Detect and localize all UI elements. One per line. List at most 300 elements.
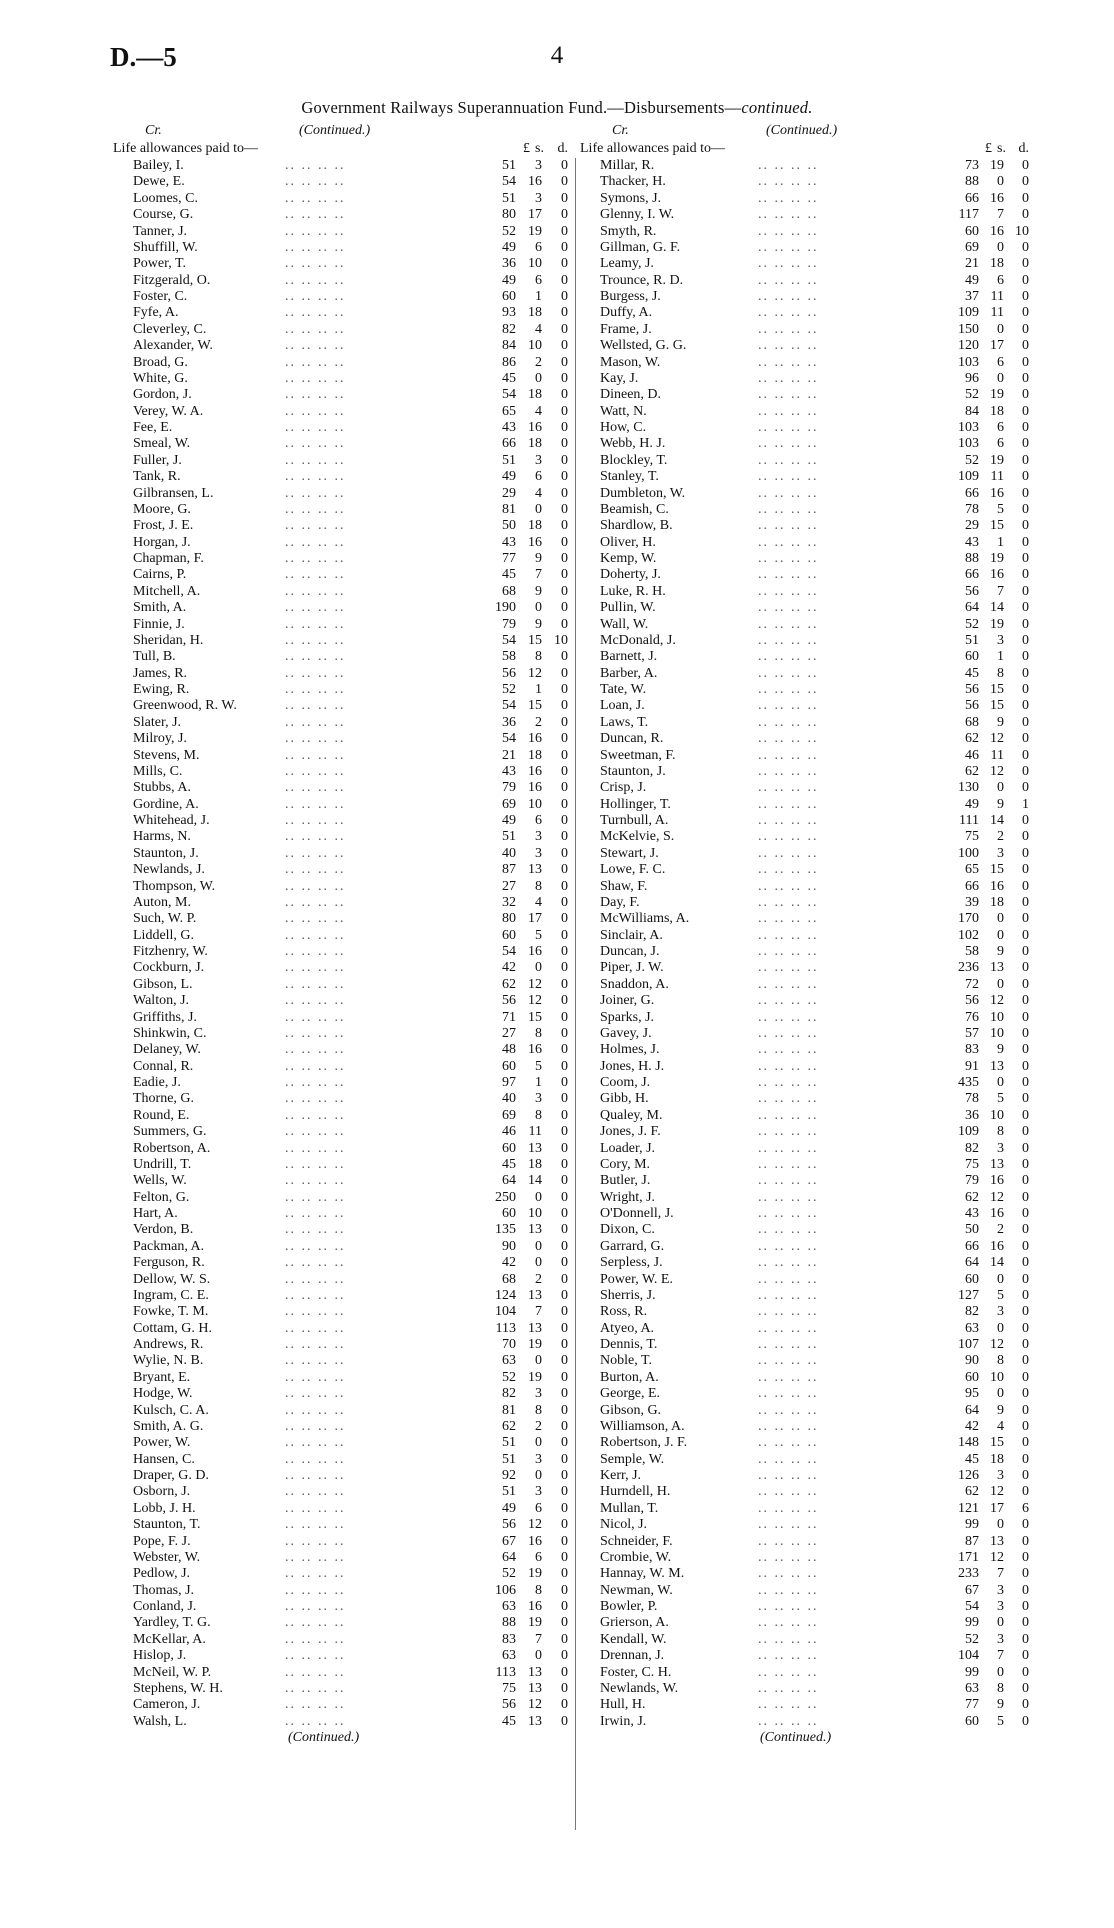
amount-pence: 0 <box>1022 1337 1029 1352</box>
payee-name: Thompson, W. <box>133 878 216 894</box>
amount-pounds: 88 <box>502 1615 516 1631</box>
amount-pounds: 103 <box>958 420 979 435</box>
amount-pence: 0 <box>561 1615 568 1631</box>
amount-pounds: 113 <box>495 1664 516 1680</box>
leader-dots: .. .. .. .. <box>285 993 346 1009</box>
amount-shillings: 3 <box>997 1468 1004 1483</box>
payee-name: Gordine, A. <box>133 796 199 812</box>
amount-pence: 0 <box>1022 354 1029 370</box>
amount-pounds: 78 <box>965 1091 979 1107</box>
amount-pence: 0 <box>1022 1680 1029 1696</box>
payee-name: Harms, N. <box>133 829 191 845</box>
amount-shillings: 12 <box>990 993 1004 1009</box>
table-row <box>580 1042 1050 1058</box>
table-row <box>113 1337 573 1353</box>
leader-dots: .. .. .. .. <box>758 1271 819 1287</box>
payee-name: Round, E. <box>133 1107 190 1123</box>
amount-pounds: 64 <box>965 600 979 616</box>
payee-name: Staunton, J. <box>600 763 666 779</box>
amount-pence: 0 <box>561 1075 568 1090</box>
amount-pounds: 87 <box>502 862 516 878</box>
payee-name: Dineen, D. <box>600 387 662 403</box>
leader-dots: .. .. .. .. <box>758 1664 819 1680</box>
amount-shillings: 12 <box>528 665 542 681</box>
table-row <box>113 551 573 567</box>
amount-pounds: 102 <box>958 927 979 943</box>
amount-shillings: 0 <box>997 321 1004 337</box>
amount-shillings: 12 <box>990 731 1004 747</box>
payee-name: Power, T. <box>133 256 186 272</box>
payee-name: Burton, A. <box>600 1369 659 1385</box>
leader-dots: .. .. .. .. <box>758 534 819 550</box>
title-main: Government Railways Superannuation Fund.—Disbursements— <box>301 98 742 117</box>
amount-pounds: 60 <box>965 649 979 665</box>
amount-pence: 0 <box>561 469 568 485</box>
amount-pence: 0 <box>561 1107 568 1123</box>
amount-pence: 0 <box>561 616 568 632</box>
amount-pounds: 43 <box>965 534 979 550</box>
amount-shillings: 0 <box>997 174 1004 190</box>
amount-pounds: 87 <box>965 1533 979 1549</box>
leader-dots: .. .. .. .. <box>285 763 346 779</box>
amount-pence: 0 <box>1022 1058 1029 1074</box>
amount-shillings: 13 <box>990 1533 1004 1549</box>
table-row <box>580 338 1050 354</box>
leader-dots: .. .. .. .. <box>758 1402 819 1418</box>
leader-dots: .. .. .. .. <box>285 207 346 223</box>
amount-pence: 0 <box>561 1009 568 1025</box>
table-row <box>113 1632 573 1648</box>
amount-pence: 0 <box>1022 698 1029 714</box>
table-row <box>113 1026 573 1042</box>
amount-pounds: 56 <box>965 698 979 714</box>
amount-shillings: 17 <box>528 911 542 927</box>
leader-dots: .. .. .. .. <box>285 436 346 452</box>
table-row <box>113 436 573 452</box>
amount-pounds: 56 <box>502 993 516 1009</box>
amount-shillings: 1 <box>997 649 1004 665</box>
leader-dots: .. .. .. .. <box>285 1533 346 1549</box>
amount-pounds: 60 <box>502 1206 516 1221</box>
amount-shillings: 5 <box>997 1713 1004 1729</box>
amount-pounds: 62 <box>965 731 979 747</box>
column-footer <box>113 1730 573 1748</box>
leader-dots: .. .. .. .. <box>285 894 346 910</box>
payee-name: Hodge, W. <box>133 1386 193 1402</box>
payee-name: Pope, F. J. <box>133 1533 191 1549</box>
amount-shillings: 7 <box>535 567 542 583</box>
table-row <box>113 797 573 813</box>
amount-pence: 0 <box>561 862 568 878</box>
amount-shillings: 9 <box>997 714 1004 730</box>
amount-pounds: 45 <box>965 1451 979 1467</box>
payee-name: Cairns, P. <box>133 567 187 583</box>
leader-dots: .. .. .. .. <box>758 1468 819 1483</box>
table-row <box>580 1534 1050 1550</box>
leader-dots: .. .. .. .. <box>758 436 819 452</box>
leader-dots: .. .. .. .. <box>758 1599 819 1614</box>
table-row <box>113 1484 573 1500</box>
amount-pounds: 45 <box>502 1713 516 1729</box>
amount-shillings: 1 <box>535 1075 542 1090</box>
table-row <box>113 224 573 240</box>
amount-pounds: 83 <box>502 1631 516 1647</box>
table-row <box>113 1501 573 1517</box>
payee-name: Stubbs, A. <box>133 780 191 796</box>
amount-shillings: 0 <box>535 600 542 616</box>
amount-shillings: 13 <box>528 1140 542 1156</box>
amount-shillings: 18 <box>990 256 1004 272</box>
table-row <box>580 535 1050 551</box>
table-row <box>113 1255 573 1271</box>
amount-pounds: 52 <box>502 1566 516 1582</box>
amount-pounds: 250 <box>495 1189 516 1205</box>
table-row <box>113 1091 573 1107</box>
amount-pounds: 64 <box>965 1255 979 1271</box>
unit-pounds: £ <box>523 141 530 156</box>
amount-shillings: 10 <box>990 1107 1004 1123</box>
amount-shillings: 6 <box>535 813 542 828</box>
payee-name: Milroy, J. <box>133 731 187 747</box>
leader-dots: .. .. .. .. <box>285 632 346 648</box>
amount-pounds: 84 <box>965 403 979 419</box>
amount-pounds: 56 <box>502 665 516 681</box>
amount-shillings: 12 <box>528 1697 542 1713</box>
table-row <box>113 535 573 551</box>
leader-dots: .. .. .. .. <box>758 1042 819 1058</box>
table-row <box>580 453 1050 469</box>
table-row <box>113 1010 573 1026</box>
leader-dots: .. .. .. .. <box>758 1648 819 1664</box>
table-row <box>113 633 573 649</box>
amount-pence: 0 <box>1022 780 1029 796</box>
table-row <box>113 338 573 354</box>
payee-name: Greenwood, R. W. <box>133 698 237 714</box>
leader-dots: .. .. .. .. <box>758 829 819 845</box>
table-row <box>580 1665 1050 1681</box>
leader-dots: .. .. .. .. <box>758 1631 819 1647</box>
amount-pounds: 51 <box>502 1484 516 1500</box>
amount-pence: 0 <box>1022 190 1029 206</box>
amount-pounds: 54 <box>502 698 516 714</box>
amount-pounds: 92 <box>502 1468 516 1483</box>
table-row <box>113 715 573 731</box>
leader-dots: .. .. .. .. <box>285 1304 346 1320</box>
payee-name: Eadie, J. <box>133 1075 181 1090</box>
amount-pence: 0 <box>561 239 568 255</box>
payee-name: Fuller, J. <box>133 452 182 468</box>
amount-pounds: 45 <box>502 1156 516 1172</box>
table-row <box>580 813 1050 829</box>
leader-dots: .. .. .. .. <box>758 763 819 779</box>
payee-name: Tank, R. <box>133 469 181 485</box>
amount-pounds: 39 <box>965 894 979 910</box>
leader-dots: .. .. .. .. <box>285 223 346 239</box>
payee-name: Dennis, T. <box>600 1337 658 1352</box>
payee-name: Loomes, C. <box>133 190 198 206</box>
payee-name: Felton, G. <box>133 1189 190 1205</box>
table-row <box>580 289 1050 305</box>
payee-name: Sweetman, F. <box>600 747 676 763</box>
table-row <box>580 158 1050 174</box>
payee-name: Grierson, A. <box>600 1615 669 1631</box>
amount-pence: 0 <box>561 174 568 190</box>
leader-dots: .. .. .. .. <box>285 501 346 517</box>
amount-shillings: 4 <box>535 485 542 501</box>
amount-shillings: 0 <box>535 1189 542 1205</box>
leader-dots: .. .. .. .. <box>285 305 346 321</box>
payee-name: McKelvie, S. <box>600 829 675 845</box>
amount-pence: 0 <box>1022 763 1029 779</box>
amount-pounds: 51 <box>502 452 516 468</box>
amount-pounds: 36 <box>965 1107 979 1123</box>
table-row <box>580 1403 1050 1419</box>
payee-name: Watt, N. <box>600 403 647 419</box>
table-row <box>580 698 1050 714</box>
amount-shillings: 4 <box>535 321 542 337</box>
amount-pounds: 51 <box>502 829 516 845</box>
payee-name: Undrill, T. <box>133 1156 192 1172</box>
amount-pounds: 84 <box>502 338 516 354</box>
amount-pounds: 60 <box>502 289 516 304</box>
amount-pence: 0 <box>561 1173 568 1189</box>
amount-shillings: 5 <box>997 1091 1004 1107</box>
amount-pounds: 56 <box>965 583 979 599</box>
amount-shillings: 0 <box>997 239 1004 255</box>
leader-dots: .. .. .. .. <box>758 1238 819 1254</box>
leader-dots: .. .. .. .. <box>285 1582 346 1598</box>
amount-pounds: 236 <box>958 960 979 976</box>
amount-shillings: 6 <box>535 239 542 255</box>
amount-shillings: 8 <box>997 1680 1004 1696</box>
amount-shillings: 13 <box>990 1156 1004 1172</box>
payee-name: Newlands, J. <box>133 862 205 878</box>
amount-shillings: 3 <box>997 1599 1004 1614</box>
amount-pence: 0 <box>561 1549 568 1565</box>
amount-pounds: 69 <box>502 796 516 812</box>
amount-pence: 0 <box>561 960 568 976</box>
table-row <box>113 584 573 600</box>
amount-pence: 0 <box>1022 239 1029 255</box>
amount-pence: 0 <box>561 1304 568 1320</box>
amount-pence: 0 <box>1022 1582 1029 1598</box>
table-row <box>113 1075 573 1091</box>
amount-pounds: 54 <box>502 387 516 403</box>
amount-shillings: 0 <box>997 927 1004 943</box>
amount-pounds: 43 <box>502 420 516 435</box>
amount-pounds: 88 <box>965 174 979 190</box>
amount-pence: 0 <box>1022 583 1029 599</box>
amount-shillings: 18 <box>528 305 542 321</box>
payee-name: Frost, J. E. <box>133 518 194 534</box>
amount-pounds: 45 <box>502 370 516 386</box>
payee-name: Wright, J. <box>600 1189 656 1205</box>
leader-dots: .. .. .. .. <box>285 174 346 190</box>
table-row <box>113 289 573 305</box>
table-row <box>580 797 1050 813</box>
leader-dots: .. .. .. .. <box>285 1271 346 1287</box>
amount-pence: 0 <box>1022 632 1029 648</box>
amount-shillings: 17 <box>990 1500 1004 1516</box>
payee-name: Robertson, A. <box>133 1140 211 1156</box>
amount-pence: 0 <box>1022 682 1029 697</box>
payee-name: Alexander, W. <box>133 338 213 354</box>
amount-pence: 0 <box>561 1533 568 1549</box>
leader-dots: .. .. .. .. <box>285 1631 346 1647</box>
amount-shillings: 3 <box>535 190 542 206</box>
leader-dots: .. .. .. .. <box>758 714 819 730</box>
amount-pence: 0 <box>561 452 568 468</box>
leader-dots: .. .. .. .. <box>285 1500 346 1516</box>
amount-pounds: 90 <box>502 1238 516 1254</box>
amount-pounds: 58 <box>965 944 979 959</box>
payee-name: Auton, M. <box>133 894 191 910</box>
amount-pence: 0 <box>561 1517 568 1533</box>
amount-pence: 0 <box>561 305 568 321</box>
table-row <box>580 371 1050 387</box>
table-row <box>113 1272 573 1288</box>
payee-name: Barnett, J. <box>600 649 658 665</box>
amount-shillings: 2 <box>997 829 1004 845</box>
leader-dots: .. .. .. .. <box>758 403 819 419</box>
amount-pence: 0 <box>1022 1025 1029 1041</box>
table-row <box>113 387 573 403</box>
table-row <box>580 1255 1050 1271</box>
amount-pence: 0 <box>561 714 568 730</box>
amount-pence: 0 <box>561 223 568 239</box>
amount-shillings: 19 <box>990 387 1004 403</box>
amount-pounds: 68 <box>965 714 979 730</box>
amount-pounds: 60 <box>502 1140 516 1156</box>
amount-pounds: 46 <box>965 747 979 763</box>
payee-name: Glenny, I. W. <box>600 207 675 223</box>
amount-pounds: 66 <box>965 567 979 583</box>
amount-pounds: 49 <box>502 1500 516 1516</box>
payee-name: Newman, W. <box>600 1582 673 1598</box>
amount-shillings: 3 <box>535 158 542 173</box>
amount-pounds: 51 <box>502 1451 516 1467</box>
amount-shillings: 15 <box>528 1009 542 1025</box>
amount-pence: 0 <box>1022 1189 1029 1205</box>
leader-dots: .. .. .. .. <box>758 1369 819 1385</box>
table-row <box>580 1059 1050 1075</box>
leader-dots: .. .. .. .. <box>285 829 346 845</box>
amount-pounds: 127 <box>958 1287 979 1303</box>
amount-pence: 0 <box>1022 845 1029 861</box>
leader-dots: .. .. .. .. <box>758 796 819 812</box>
leader-dots: .. .. .. .. <box>285 649 346 665</box>
payee-name: Cockburn, J. <box>133 960 205 976</box>
amount-shillings: 19 <box>528 1566 542 1582</box>
payee-name: Staunton, J. <box>133 845 199 861</box>
amount-shillings: 15 <box>990 698 1004 714</box>
amount-pence: 0 <box>561 665 568 681</box>
payee-name: Bowler, P. <box>600 1599 658 1614</box>
amount-pounds: 170 <box>958 911 979 927</box>
amount-pence: 0 <box>561 1140 568 1156</box>
payee-name: Frame, J. <box>600 321 652 337</box>
amount-pence: 0 <box>1022 289 1029 304</box>
amount-pence: 0 <box>561 1468 568 1483</box>
table-row <box>580 879 1050 895</box>
amount-pounds: 57 <box>965 1025 979 1041</box>
table-row <box>113 453 573 469</box>
amount-pence: 0 <box>1022 944 1029 959</box>
payee-name: Power, W. <box>133 1435 191 1451</box>
table-row <box>113 1419 573 1435</box>
table-row <box>113 1059 573 1075</box>
payee-name: Broad, G. <box>133 354 188 370</box>
amount-pence: 0 <box>1022 305 1029 321</box>
amount-shillings: 0 <box>997 1615 1004 1631</box>
leader-dots: .. .. .. .. <box>758 158 819 173</box>
amount-pounds: 52 <box>965 387 979 403</box>
leader-dots: .. .. .. .. <box>285 976 346 992</box>
amount-pence: 0 <box>561 1648 568 1664</box>
amount-pence: 0 <box>1022 894 1029 910</box>
table-row <box>113 764 573 780</box>
payee-name: Hart, A. <box>133 1206 178 1221</box>
amount-pounds: 50 <box>502 518 516 534</box>
amount-pounds: 56 <box>502 1697 516 1713</box>
payee-name: Stanley, T. <box>600 469 659 485</box>
amount-pounds: 96 <box>965 370 979 386</box>
amount-pounds: 97 <box>502 1075 516 1090</box>
payee-name: Slater, J. <box>133 714 182 730</box>
table-row <box>580 1452 1050 1468</box>
amount-pounds: 106 <box>495 1582 516 1598</box>
payee-name: Atyeo, A. <box>600 1320 655 1336</box>
table-row <box>113 944 573 960</box>
amount-pence: 0 <box>1022 387 1029 403</box>
table-row <box>580 1141 1050 1157</box>
table-row <box>113 813 573 829</box>
page-number: 4 <box>550 42 564 69</box>
payee-name: Cory, M. <box>600 1156 651 1172</box>
title-continued: continued. <box>741 98 813 117</box>
payee-name: Smith, A. <box>133 600 187 616</box>
amount-pence: 0 <box>561 1222 568 1238</box>
leader-dots: .. .. .. .. <box>758 1107 819 1123</box>
amount-shillings: 19 <box>990 158 1004 173</box>
payee-name: Loan, J. <box>600 698 645 714</box>
amount-shillings: 19 <box>528 1369 542 1385</box>
table-row <box>113 1615 573 1631</box>
amount-pounds: 65 <box>502 403 516 419</box>
leader-dots: .. .. .. .. <box>285 1697 346 1713</box>
leader-dots: .. .. .. .. <box>285 944 346 959</box>
amount-pounds: 49 <box>502 239 516 255</box>
amount-pence: 0 <box>1022 338 1029 354</box>
amount-pounds: 75 <box>502 1680 516 1696</box>
section-header <box>113 141 573 158</box>
amount-pounds: 72 <box>965 976 979 992</box>
amount-pence: 0 <box>561 976 568 992</box>
amount-shillings: 3 <box>997 1582 1004 1598</box>
table-row <box>580 1566 1050 1582</box>
table-row <box>580 682 1050 698</box>
leader-dots: .. .. .. .. <box>758 1484 819 1500</box>
amount-pence: 0 <box>1022 993 1029 1009</box>
amount-pounds: 49 <box>965 796 979 812</box>
table-row <box>113 748 573 764</box>
amount-pounds: 51 <box>502 1435 516 1451</box>
amount-shillings: 14 <box>528 1173 542 1189</box>
table-row <box>580 1583 1050 1599</box>
amount-pounds: 63 <box>502 1599 516 1614</box>
amount-shillings: 11 <box>990 747 1004 763</box>
amount-pence: 0 <box>561 1189 568 1205</box>
